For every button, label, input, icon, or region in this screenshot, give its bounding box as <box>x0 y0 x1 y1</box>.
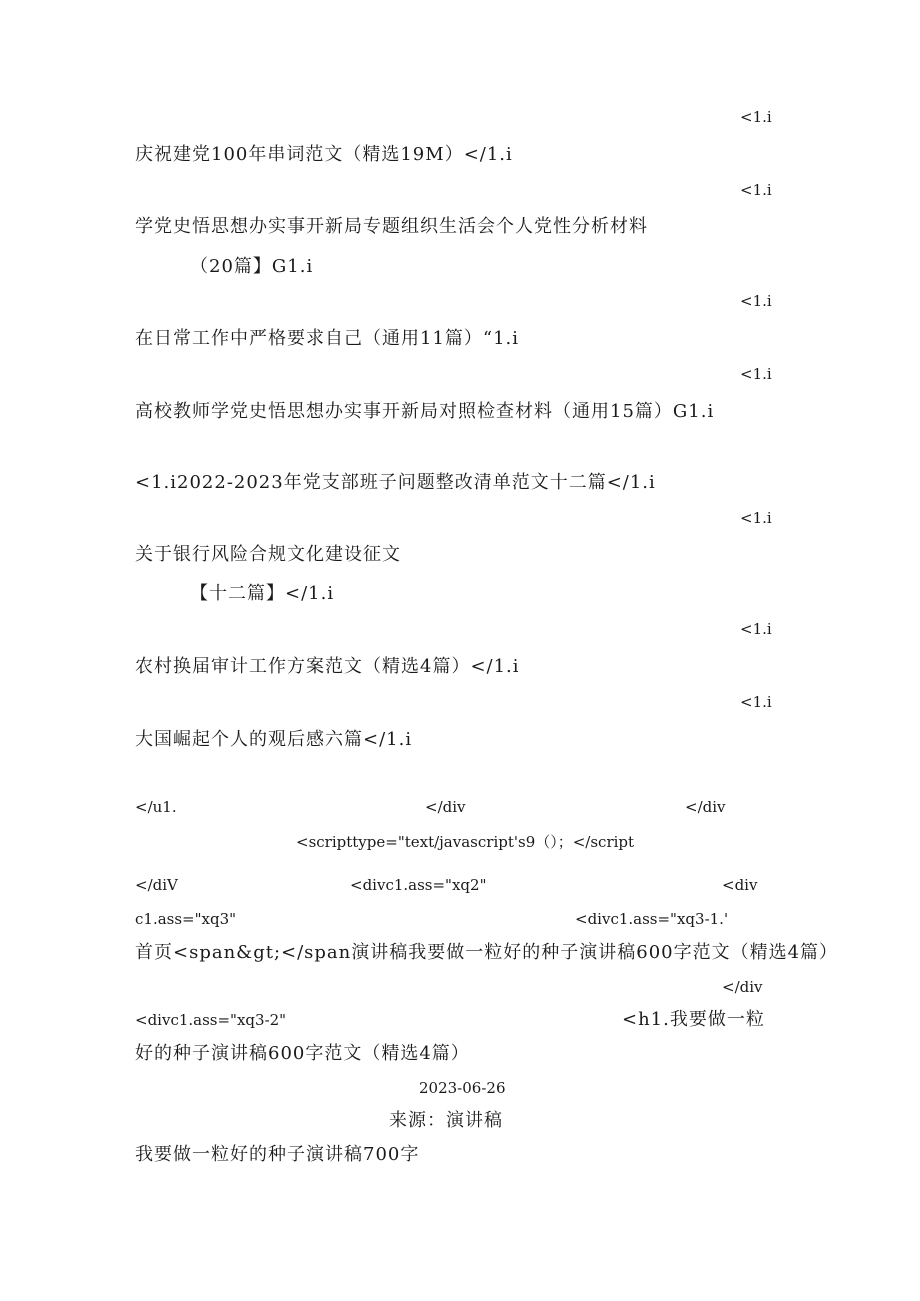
list-item-link[interactable]: 庆祝建党100年串词范文（精选19M）</1.i <box>135 144 513 165</box>
list-item-marker: <1.i <box>740 693 772 711</box>
html-fragment-script: <scripttype="text/javascript's9（）；</script <box>296 833 635 851</box>
list-item-link[interactable]: 在日常工作中严格要求自己（通用11篇）“1.i <box>135 328 520 349</box>
list-item-marker: <1.i <box>740 509 772 527</box>
list-item-link-continuation[interactable]: 【十二篇】</1.i <box>190 583 335 604</box>
html-fragment-ul-close: </u1. <box>135 798 177 816</box>
list-item-link[interactable]: 农村换届审计工作方案范文（精选4篇）</1.i <box>135 656 520 677</box>
list-item-link[interactable]: <1.i2022-2023年党支部班子问题整改清单范文十二篇</1.i <box>135 472 656 493</box>
list-item-marker: <1.i <box>740 620 772 638</box>
list-item-link[interactable]: 关于银行风险合规文化建设征文 <box>135 544 401 565</box>
list-item-link[interactable]: 大国崛起个人的观后感六篇</1.i <box>135 729 413 750</box>
list-item-link[interactable]: 学党史悟思想办实事开新局专题组织生活会个人党性分析材料 <box>135 216 648 237</box>
html-fragment-div-close: </diV <box>135 876 178 894</box>
article-subtitle: 我要做一粒好的种子演讲稿700字 <box>135 1144 420 1165</box>
list-item-marker: <1.i <box>740 365 772 383</box>
breadcrumb[interactable]: 首页<span&gt;</span演讲稿我要做一粒好的种子演讲稿600字范文（精选4篇） <box>135 942 839 963</box>
list-item-link-continuation[interactable]: （20篇】G1.i <box>190 256 314 277</box>
html-fragment-div-close: </div <box>425 798 466 816</box>
page-title-open: <h1.我要做一粒 <box>622 1009 765 1030</box>
html-fragment-class-xq3: c1.ass="xq3" <box>135 910 237 928</box>
html-fragment-div-xq2: <divc1.ass="xq2" <box>350 876 487 894</box>
page-title: 好的种子演讲稿600字范文（精选4篇） <box>135 1043 470 1064</box>
html-fragment-div-xq3-1: <divc1.ass="xq3-1.' <box>575 910 729 928</box>
source-label: 来源：演讲稿 <box>389 1110 503 1131</box>
list-item-marker: <1.i <box>740 292 772 310</box>
list-item-marker: <1.i <box>740 108 772 126</box>
html-fragment-div-close: </div <box>685 798 726 816</box>
list-item-marker: <1.i <box>740 181 772 199</box>
list-item-link[interactable]: 高校教师学党史悟思想办实事开新局对照检查材料（通用15篇）G1.i <box>135 401 715 422</box>
html-fragment-div-close: </div <box>722 978 763 996</box>
publish-date: 2023-06-26 <box>419 1079 506 1097</box>
html-fragment-div-open: <div <box>722 876 758 894</box>
html-fragment-div-xq3-2: <divc1.ass="xq3-2" <box>135 1011 287 1029</box>
